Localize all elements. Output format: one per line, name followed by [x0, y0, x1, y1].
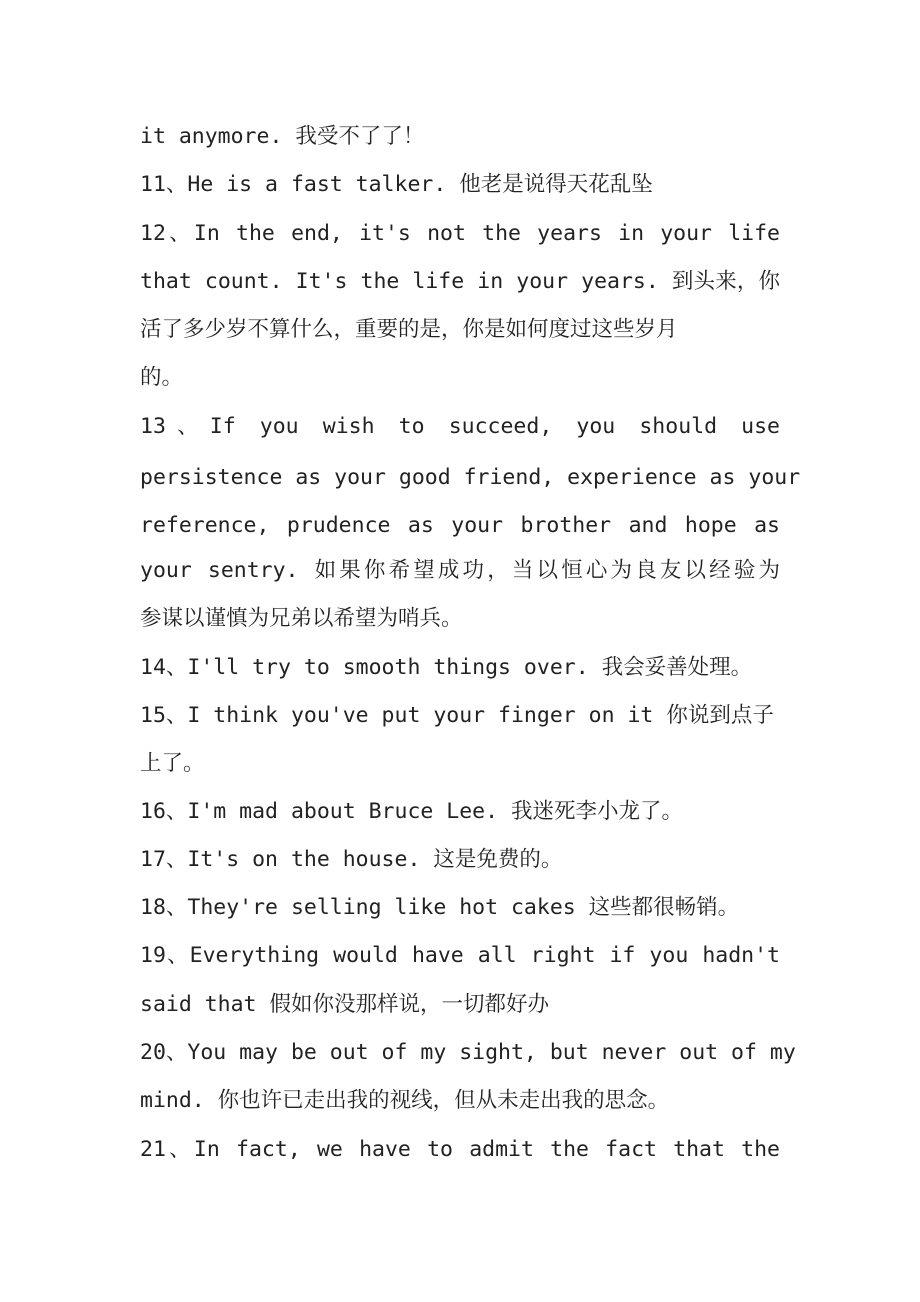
text-line: persistence as your good friend, experience as your — [140, 465, 801, 490]
text-line: 活了多少岁不算什么，重要的是，你是如何度过这些岁月 — [140, 317, 678, 342]
text-line: 16、I'm mad about Bruce Lee. 我迷死李小龙了。 — [140, 799, 683, 824]
text-line: 11、He is a fast talker. 他老是说得天花乱坠 — [140, 172, 653, 197]
text-line: 12、In the end, it's not the years in your life — [140, 221, 780, 246]
text-line: 20、You may be out of my sight, but never out of my — [140, 1040, 796, 1065]
text-line: 的。 — [140, 365, 184, 390]
text-line: 19、Everything would have all right if you hadn't — [140, 943, 780, 968]
text-line: 参谋以谨慎为兄弟以希望为哨兵。 — [140, 606, 463, 631]
text-line: your sentry. 如果你希望成功，当以恒心为良友以经验为 — [140, 558, 780, 583]
text-line: 13、If you wish to succeed, you should use — [140, 414, 780, 439]
text-line: 15、I think you've put your finger on it 你说到点子 — [140, 703, 774, 728]
text-line: 21、In fact, we have to admit the fact that the — [140, 1137, 780, 1162]
text-line: 18、They're selling like hot cakes 这些都很畅销。 — [140, 895, 740, 920]
text-line: 14、I'll try to smooth things over. 我会妥善处理。 — [140, 655, 753, 680]
text-line: reference, prudence as your brother and hope as — [140, 513, 780, 538]
text-line: said that 假如你没那样说，一切都好办 — [140, 992, 549, 1017]
text-line: that count. It's the life in your years. 到头来，你 — [140, 269, 780, 294]
text-line: it anymore. 我受不了了！ — [140, 124, 425, 149]
text-line: 上了。 — [140, 751, 205, 776]
text-line: mind. 你也许已走出我的视线，但从未走出我的思念。 — [140, 1088, 670, 1113]
text-line: 17、It's on the house. 这是免费的。 — [140, 847, 563, 872]
